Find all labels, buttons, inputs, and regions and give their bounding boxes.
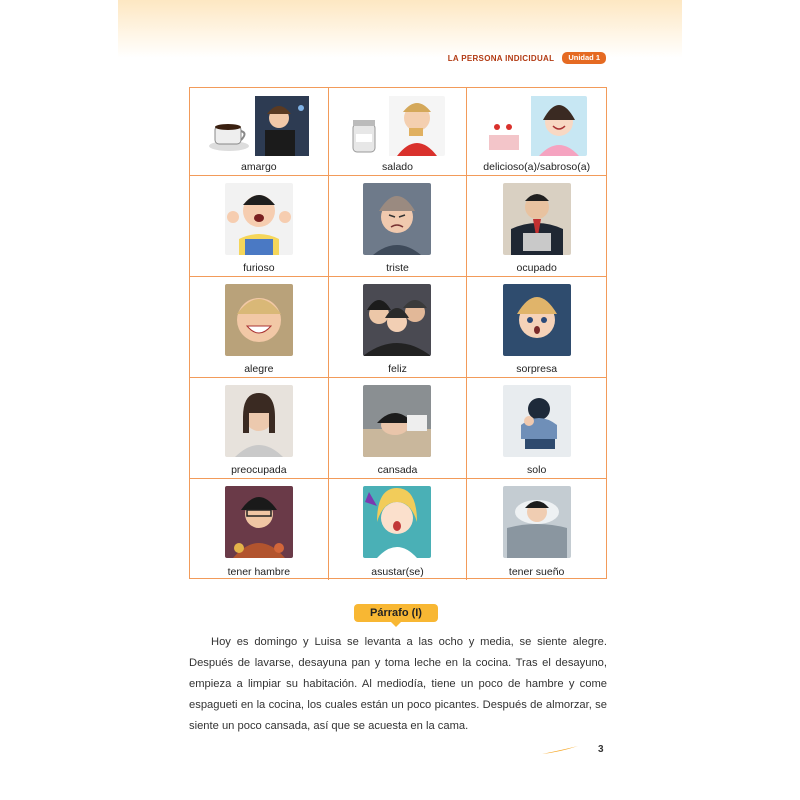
tired-woman-on-desk-picture (363, 385, 431, 457)
vocab-label: tener hambre (227, 566, 291, 578)
vocabulary-table (189, 87, 607, 579)
vocab-cell-delicioso (467, 88, 606, 176)
reading-paragraph: Hoy es domingo y Luisa se levanta a las ocho y media, se siente alegre. Después de lavarse, desayuna pan y toma leche en la cocina. Tras el desayuno, empieza a limpiar su habitación. Al mediodía, tiene un poco de hambre y come espagueti en la cocina, los cuales están un poco picantes. Después de almorzar, se siente un poco cansada, así que se acuesta en la cama. (189, 636, 607, 732)
section-title-badge: Párrafo (I) (354, 604, 438, 622)
lonely-boy-picture (503, 385, 571, 457)
coffee-cup-and-boy-picture (207, 96, 311, 156)
happy-family-picture (363, 284, 431, 356)
vocab-label: amargo (241, 161, 277, 173)
vocab-label: salado (382, 161, 413, 173)
angry-boy-picture (225, 183, 293, 255)
vocab-cell-solo (467, 378, 606, 479)
vocab-cell-furioso (190, 176, 329, 277)
busy-man-with-laptop-picture (503, 183, 571, 255)
salt-jar-and-boy-picture (349, 96, 445, 156)
vocab-label: furioso (243, 262, 275, 274)
vocab-cell-salado (329, 88, 468, 176)
footer-swoosh-icon (540, 744, 580, 756)
vocab-cell-cansada (329, 378, 468, 479)
vocab-cell-amargo (190, 88, 329, 176)
laughing-child-picture (225, 284, 293, 356)
sleeping-boy-picture (503, 486, 571, 558)
hungry-boy-eating-picture (225, 486, 293, 558)
scared-girl-picture (363, 486, 431, 558)
vocab-cell-tener-hambre (190, 479, 329, 580)
vocab-label: preocupada (231, 464, 287, 476)
vocab-label: alegre (244, 363, 274, 375)
vocab-label: tener sueño (508, 566, 565, 578)
worried-woman-picture (225, 385, 293, 457)
vocab-cell-asustarse (329, 479, 468, 580)
sad-boy-picture (363, 183, 431, 255)
vocab-label: feliz (388, 363, 407, 375)
vocab-label: asustar(se) (371, 566, 424, 578)
vocab-cell-triste (329, 176, 468, 277)
vocab-label: delicioso(a)/sabroso(a) (483, 161, 591, 173)
vocab-cell-feliz (329, 277, 468, 378)
vocab-label: cansada (377, 464, 418, 476)
vocab-label: sorpresa (516, 363, 558, 375)
surprised-boy-picture (503, 284, 571, 356)
running-header (448, 52, 606, 64)
vocab-cell-tener-sueno (467, 479, 606, 580)
vocab-cell-alegre (190, 277, 329, 378)
cake-and-happy-girl-picture (487, 96, 587, 156)
vocab-cell-ocupado (467, 176, 606, 277)
chapter-title: LA PERSONA INDICIDUAL (447, 53, 555, 63)
header-band (118, 0, 682, 58)
page-number: 3 (598, 744, 604, 755)
vocab-cell-sorpresa (467, 277, 606, 378)
unit-badge: Unidad 1 (562, 52, 606, 64)
vocab-label: solo (527, 464, 547, 476)
vocab-label: triste (386, 262, 409, 274)
vocab-cell-preocupada (190, 378, 329, 479)
vocab-label: ocupado (516, 262, 557, 274)
